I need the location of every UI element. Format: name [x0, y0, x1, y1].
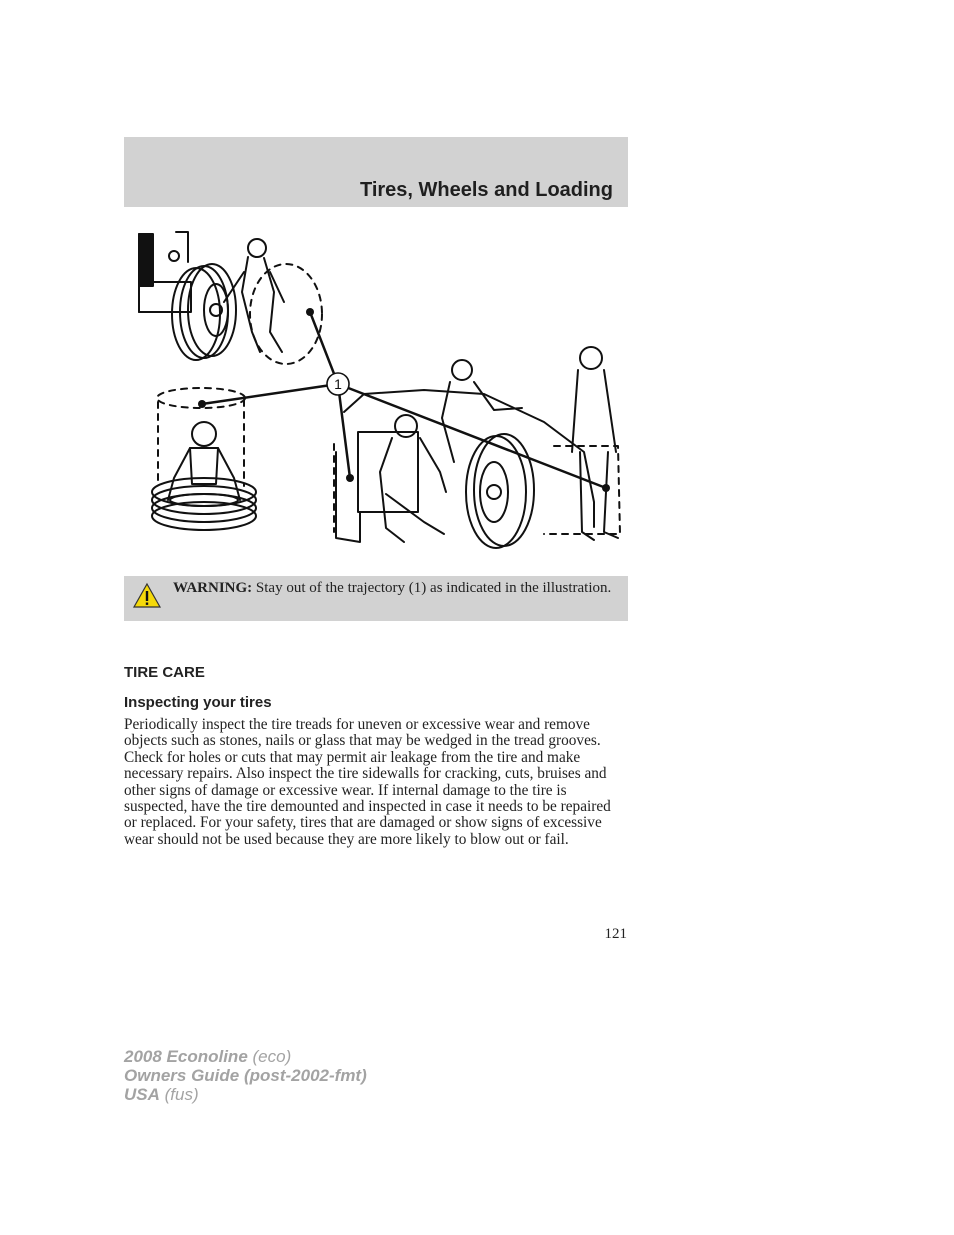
warning-text [173, 580, 613, 596]
warning-triangle-icon [132, 582, 162, 610]
inspecting-tires-heading: Inspecting your tires [124, 694, 272, 711]
footer-market: USA [124, 1085, 160, 1104]
page-number: 121 [604, 926, 627, 942]
footer-model: 2008 Econoline [124, 1047, 248, 1066]
tire-inflation-scene [152, 422, 256, 530]
section-title: Tires, Wheels and Loading [359, 179, 613, 201]
warning-box [124, 576, 628, 621]
footer-guide: Owners Guide (post-2002-fmt) [124, 1066, 367, 1085]
document-footer [124, 1047, 367, 1104]
footer-line-2 [124, 1066, 367, 1085]
inspecting-tires-paragraph: Periodically inspect the tire treads for uneven or excessive wear and remove objects such as stones, nails or glass that may be wedged in the tread grooves. Check for holes or cuts that may permit air leakage from the tire and make necessary repairs. Also inspect the tire sidewalls for cracking, cuts, bruises and other signs of damage or excessive wear. If internal damage to the tire is suspected, have the tire demounted and inspected in case it needs to be repaired or replaced. For your safety, tires that are damaged or show signs of excessive wear should not be used because they are more likely to blow out or fail. [124, 716, 611, 848]
footer-line-1 [124, 1047, 367, 1066]
tire-care-heading: TIRE CARE [124, 664, 205, 681]
warning-label: WARNING: [173, 580, 253, 596]
warning-message: Stay out of the trajectory (1) as indicated in the illustration. [255, 580, 612, 596]
footer-market-code: (fus) [164, 1085, 199, 1104]
footer-line-3 [124, 1085, 367, 1104]
vehicle-wheel-scene [139, 232, 284, 360]
footer-model-code: (eco) [252, 1047, 292, 1066]
trajectory-pointers [202, 312, 606, 488]
callout-label: 1 [334, 376, 342, 392]
trajectory-zone-right [334, 444, 620, 534]
header-band [124, 137, 628, 207]
tire-safety-drawing [124, 222, 628, 567]
tire-safety-illustration [124, 222, 628, 567]
vehicle-side-scene [336, 347, 618, 548]
